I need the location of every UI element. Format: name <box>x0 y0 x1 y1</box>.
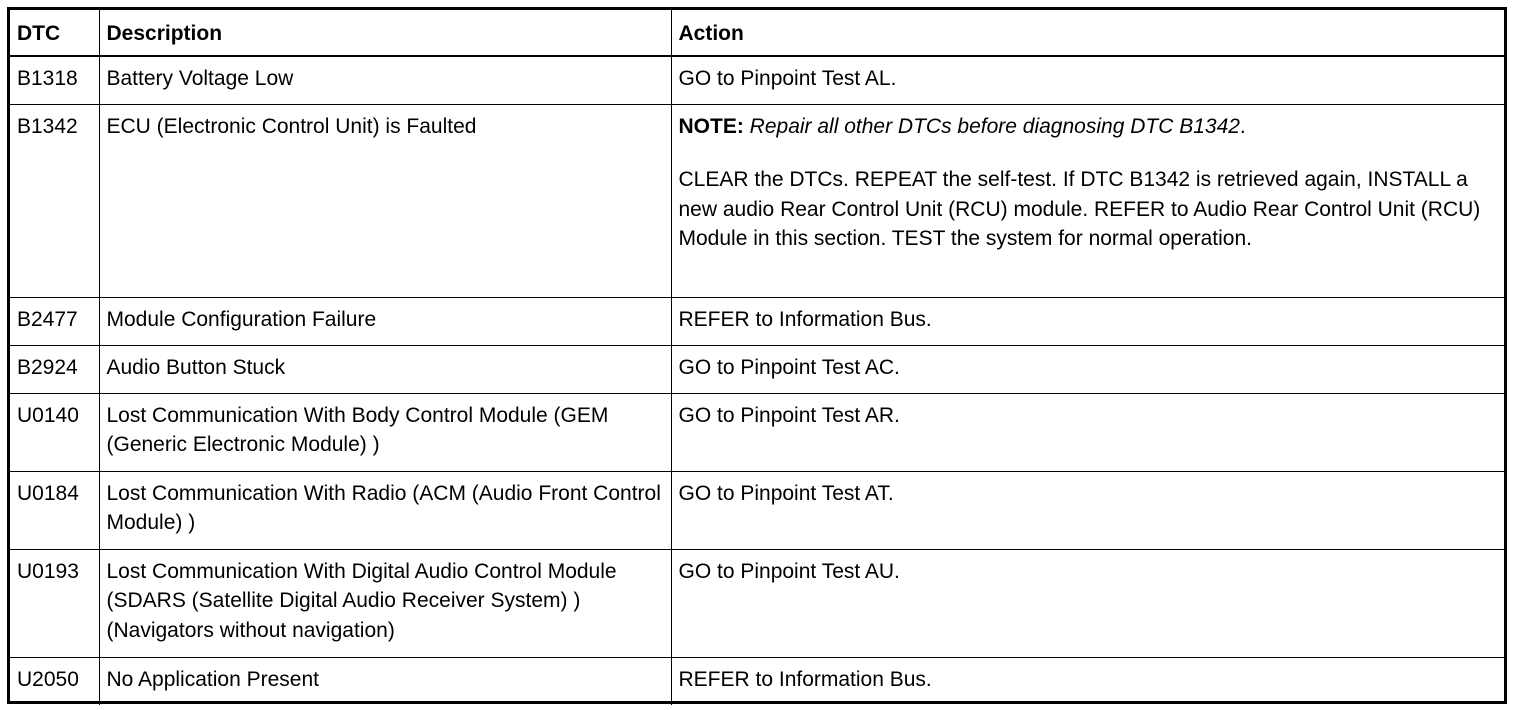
table-row <box>10 471 1504 549</box>
note-paragraph <box>679 112 1497 142</box>
dtc-action: REFER to Information Bus. <box>671 657 1504 705</box>
header-description: Description <box>99 10 671 56</box>
dtc-action: GO to Pinpoint Test AL. <box>671 56 1504 104</box>
dtc-action: GO to Pinpoint Test AU. <box>671 549 1504 657</box>
dtc-description: Lost Communication With Radio (ACM (Audio Front Control Module) ) <box>99 471 671 549</box>
table-row <box>10 393 1504 471</box>
note-text: Repair all other DTCs before diagnosing DTC B1342 <box>749 114 1240 138</box>
note-end: . <box>1239 114 1246 138</box>
dtc-code: U0184 <box>10 471 99 549</box>
dtc-description: No Application Present <box>99 657 671 705</box>
dtc-action-cell <box>671 104 1504 297</box>
dtc-code: B2924 <box>10 345 99 393</box>
table-row <box>10 297 1504 345</box>
table-row <box>10 56 1504 104</box>
dtc-action: CLEAR the DTCs. REPEAT the self-test. If DTC B1342 is retrieved again, INSTALL a new audio Rear Control Unit (RCU) module. REFER to Audio Rear Control Unit (RCU) Module in this section. TEST the system for normal operation. <box>678 168 1481 250</box>
dtc-action: REFER to Information Bus. <box>671 297 1504 345</box>
dtc-code: U0140 <box>10 393 99 471</box>
header-action: Action <box>671 10 1504 56</box>
dtc-action: GO to Pinpoint Test AC. <box>671 345 1504 393</box>
dtc-action: GO to Pinpoint Test AR. <box>671 393 1504 471</box>
dtc-code: B1342 <box>10 104 99 297</box>
dtc-code: U2050 <box>10 657 99 705</box>
table-row <box>10 104 1504 297</box>
table-header-row <box>10 10 1504 56</box>
dtc-description: Battery Voltage Low <box>99 56 671 104</box>
dtc-description: Module Configuration Failure <box>99 297 671 345</box>
dtc-code: U0193 <box>10 549 99 657</box>
table-row <box>10 549 1504 657</box>
dtc-description: ECU (Electronic Control Unit) is Faulted <box>99 104 671 297</box>
dtc-description: Lost Communication With Body Control Module (GEM (Generic Electronic Module) ) <box>99 393 671 471</box>
dtc-action: GO to Pinpoint Test AT. <box>671 471 1504 549</box>
note-label: NOTE: <box>678 114 744 138</box>
dtc-description: Audio Button Stuck <box>99 345 671 393</box>
dtc-code: B1318 <box>10 56 99 104</box>
table-row <box>10 657 1504 705</box>
dtc-description: Lost Communication With Digital Audio Control Module (SDARS (Satellite Digital Audio Receiver System) ) (Navigators without navigation) <box>99 549 671 657</box>
dtc-code: B2477 <box>10 297 99 345</box>
dtc-table <box>10 10 1504 705</box>
dtc-table-frame <box>7 7 1507 704</box>
table-row <box>10 345 1504 393</box>
header-dtc: DTC <box>10 10 99 56</box>
